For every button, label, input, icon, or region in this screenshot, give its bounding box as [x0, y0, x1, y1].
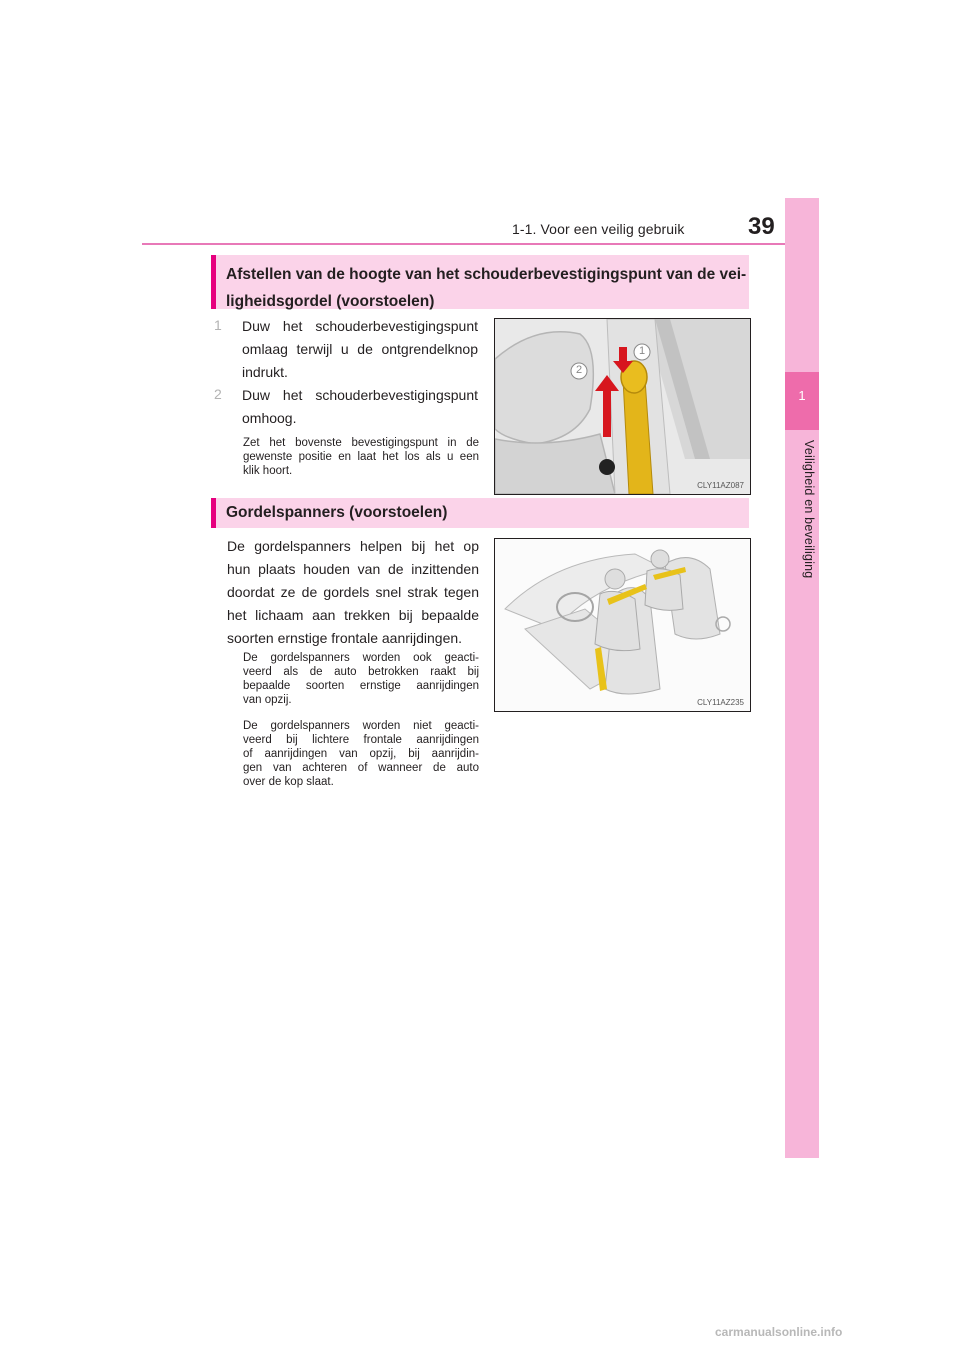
note-line: veerd bij lichtere frontale aanrijdingen: [243, 734, 479, 746]
pretensioner-note-2: [243, 719, 479, 789]
step-number-2: 2: [214, 386, 222, 402]
section-header-pretensioners: [211, 498, 749, 528]
step-1-line: Duw het schouderbevestigingspunt: [242, 318, 478, 334]
section-title-line1: Afstellen van de hoogte van het schouderbevestigingspunt van de vei-: [226, 266, 747, 283]
para-line: hun plaats houden van de inzittenden: [227, 561, 479, 577]
step-number-1: 1: [214, 317, 222, 333]
note-line: veerd als de auto betrokken raakt bij: [243, 666, 479, 678]
note-line: De gordelspanners worden niet geacti-: [243, 720, 479, 732]
note-line: van opzij.: [243, 694, 292, 706]
callout-2: 2: [575, 364, 583, 376]
section-header-adjust-height: [211, 255, 749, 309]
chapter-side-tab: [785, 198, 819, 1158]
note-line: of aanrijdingen van opzij, bij aanrijdin-: [243, 748, 479, 760]
step-2-line: omhoog.: [242, 410, 297, 426]
para-line: doordat ze de gordels snel strak tegen: [227, 584, 479, 600]
note-line: over de kop slaat.: [243, 776, 334, 788]
pretensioner-illustration: [495, 539, 750, 711]
section-title-line2: ligheidsgordel (voorstoelen): [226, 293, 435, 310]
note-line: bepaalde soorten ernstige aanrijdingen: [243, 680, 479, 692]
callout-1: 1: [638, 345, 646, 357]
chapter-title: Veiligheid en beveiliging: [802, 440, 816, 579]
shoulder-anchor-illustration: [495, 319, 750, 494]
step-1-line: indrukt.: [242, 364, 288, 380]
figure-pretensioners: [494, 538, 751, 712]
para-line: De gordelspanners helpen bij het op: [227, 538, 479, 554]
note-line: gewenste positie en laat het los als u een: [243, 451, 479, 463]
note-line: Zet het bovenste bevestigingspunt in de: [243, 437, 479, 449]
step-2-text: [242, 384, 478, 430]
note-line: De gordelspanners worden ook geacti-: [243, 652, 479, 664]
note-line: klik hoort.: [243, 465, 293, 477]
step-2-note: [243, 436, 479, 478]
header-divider: [142, 243, 818, 245]
header-section-title: 1-1. Voor een veilig gebruik: [512, 221, 685, 237]
pretensioner-description: [227, 535, 479, 650]
step-1-line: omlaag terwijl u de ontgrendelknop: [242, 341, 478, 357]
note-line: gen van achteren of wanneer de auto: [243, 762, 479, 774]
figure-code: CLY11AZ087: [697, 481, 744, 490]
para-line: soorten ernstige frontale aanrijdingen.: [227, 630, 463, 646]
step-2-line: Duw het schouderbevestigingspunt: [242, 387, 478, 403]
step-1-text: [242, 315, 478, 384]
figure-shoulder-anchor: [494, 318, 751, 495]
chapter-number: 1: [798, 388, 806, 403]
pretensioner-note-1: [243, 651, 479, 707]
figure-code: CLY11AZ235: [697, 698, 744, 707]
para-line: het lichaam aan trekken bij bepaalde: [227, 607, 479, 623]
page-number: 39: [748, 213, 775, 240]
section-title: Gordelspanners (voorstoelen): [226, 504, 448, 521]
footer-watermark[interactable]: carmanualsonline.info: [715, 1325, 843, 1339]
